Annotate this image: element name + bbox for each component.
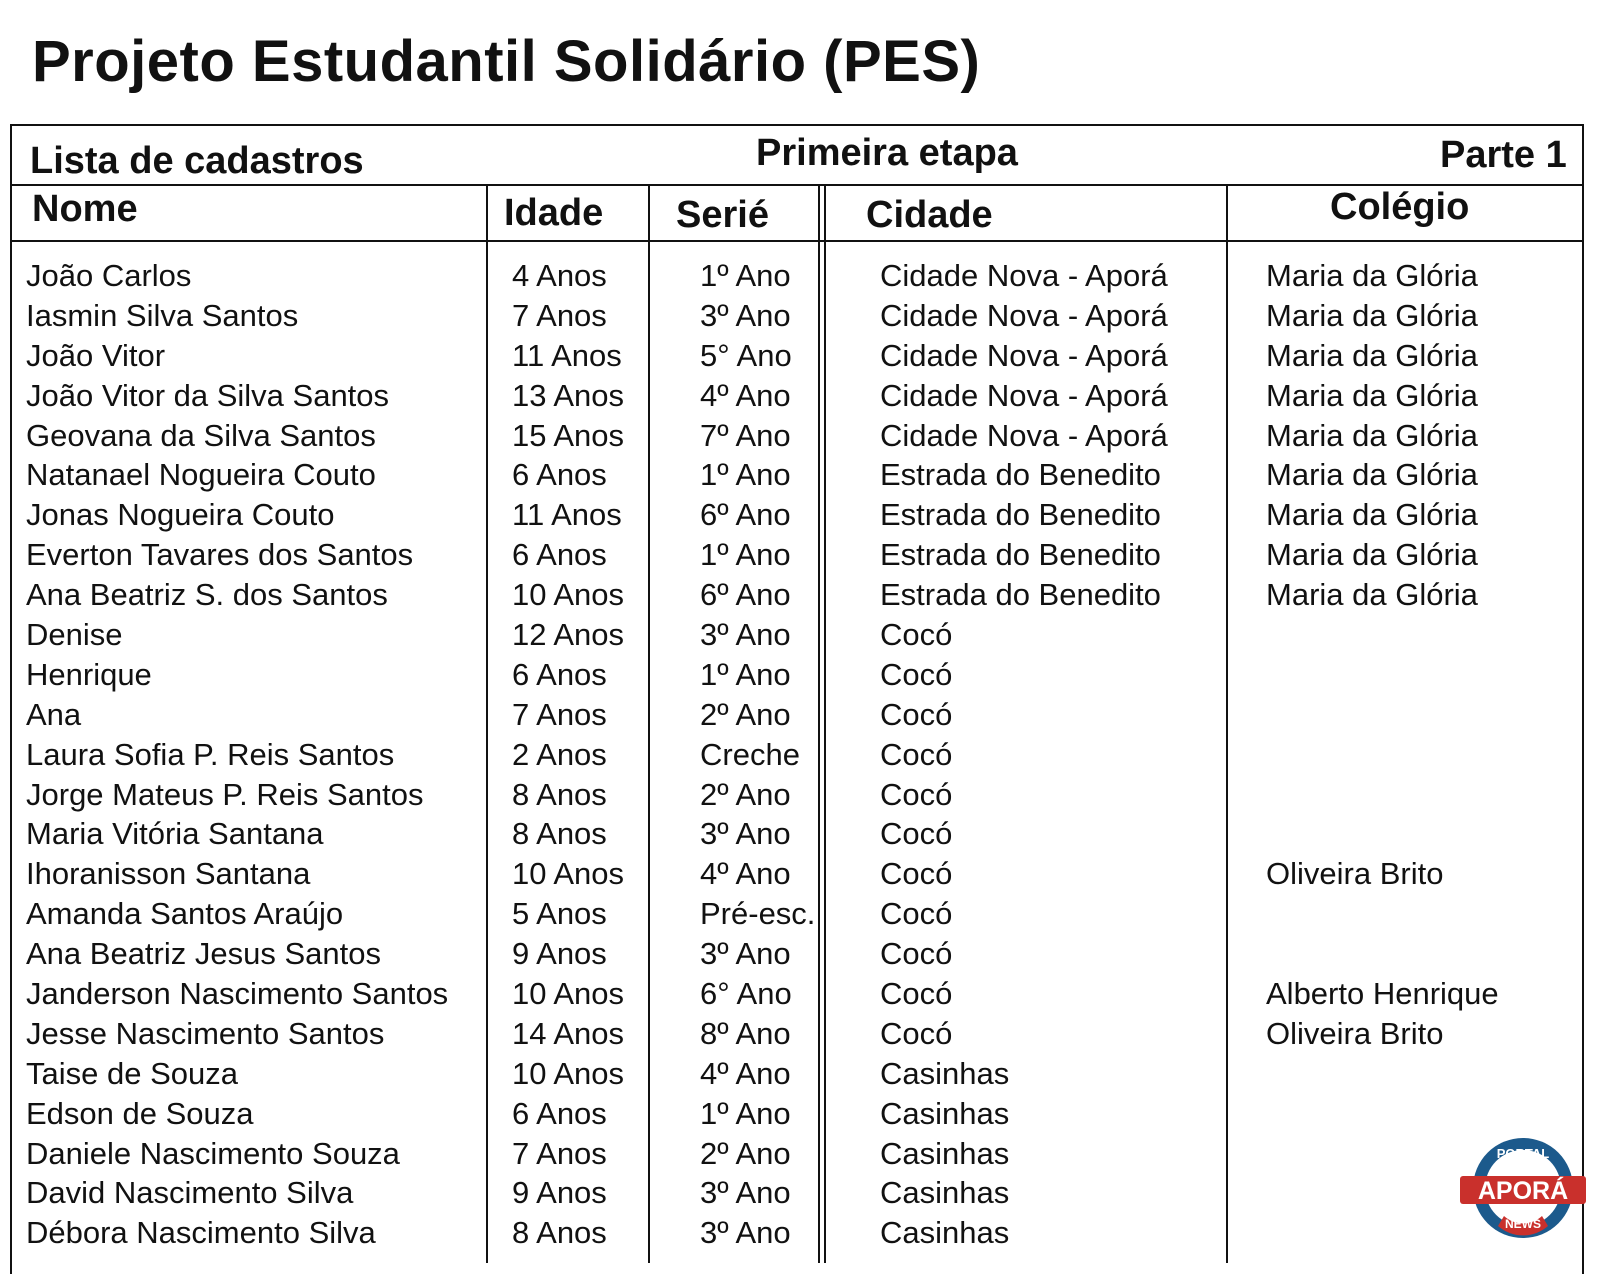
cell-nome: Débora Nascimento Silva	[26, 1215, 376, 1251]
cell-cidade: Casinhas	[880, 1215, 1010, 1251]
cell-nome: Janderson Nascimento Santos	[26, 976, 449, 1012]
table-row	[0, 1175, 1600, 1215]
cell-nome: Edson de Souza	[26, 1095, 254, 1131]
cell-serie: 3º Ano	[700, 936, 791, 972]
cell-colegio: Maria da Glória	[1266, 258, 1478, 293]
table-row	[0, 457, 1600, 497]
stage-label: Primeira etapa	[756, 132, 1018, 174]
table-row	[0, 497, 1600, 537]
page-title: Projeto Estudantil Solidário (PES)	[32, 29, 981, 94]
cell-cidade: Cidade Nova - Aporá	[880, 417, 1168, 453]
cell-cidade: Casinhas	[880, 1055, 1010, 1091]
cell-serie: 3º Ano	[700, 617, 791, 653]
cell-colegio: Alberto Henrique	[1266, 976, 1499, 1012]
cell-nome: Jesse Nascimento Santos	[26, 1015, 385, 1051]
column-header-idade: Idade	[504, 192, 604, 234]
cell-nome: Iasmin Silva Santos	[26, 297, 299, 333]
cell-nome: Maria Vitória Santana	[26, 816, 324, 852]
cell-idade: 7 Anos	[512, 696, 607, 732]
cell-idade: 11 Anos	[512, 337, 622, 373]
cell-idade: 12 Anos	[512, 617, 625, 653]
cell-colegio: Maria da Glória	[1266, 417, 1478, 453]
table-row	[0, 258, 1600, 298]
table-row	[0, 856, 1600, 896]
cell-serie: 6º Ano	[700, 577, 791, 613]
cell-serie: Creche	[700, 736, 800, 772]
cell-cidade: Casinhas	[880, 1135, 1010, 1171]
cell-serie: 5° Ano	[700, 337, 792, 373]
logo-top-text: PORTAL	[1496, 1146, 1550, 1161]
cell-nome: Taise de Souza	[26, 1055, 238, 1091]
cell-idade: 5 Anos	[512, 896, 607, 932]
cell-idade: 6 Anos	[512, 656, 607, 692]
cell-idade: 14 Anos	[512, 1015, 625, 1051]
portal-apora-news-logo	[1458, 1134, 1588, 1242]
table-row	[0, 338, 1600, 378]
table-row	[0, 537, 1600, 577]
cell-serie: 1º Ano	[700, 537, 791, 573]
cell-serie: 8º Ano	[700, 1015, 791, 1051]
table-row	[0, 1016, 1600, 1056]
column-header-serie: Serié	[676, 194, 769, 236]
cell-idade: 10 Anos	[512, 1055, 625, 1091]
cell-nome: Jonas Nogueira Couto	[26, 497, 335, 533]
cell-serie: 4º Ano	[700, 377, 791, 413]
cell-nome: Geovana da Silva Santos	[26, 417, 376, 453]
column-header-divider	[10, 240, 1584, 242]
cell-colegio: Maria da Glória	[1266, 337, 1478, 373]
cell-cidade: Cocó	[880, 656, 953, 692]
list-label: Lista de cadastros	[30, 140, 364, 182]
cell-cidade: Casinhas	[880, 1175, 1010, 1211]
cell-idade: 9 Anos	[512, 936, 607, 972]
cell-serie: 7º Ano	[700, 417, 791, 453]
cell-cidade: Casinhas	[880, 1095, 1010, 1131]
table-row	[0, 418, 1600, 458]
table-row	[0, 896, 1600, 936]
cell-serie: 4º Ano	[700, 1055, 791, 1091]
cell-serie: 2º Ano	[700, 776, 791, 812]
table-row	[0, 737, 1600, 777]
cell-nome: João Vitor	[26, 337, 166, 373]
cell-idade: 6 Anos	[512, 457, 607, 493]
cell-serie: 3º Ano	[700, 1215, 791, 1251]
cell-idade: 10 Anos	[512, 577, 625, 613]
cell-nome: Ihoranisson Santana	[26, 856, 311, 892]
cell-nome: Ana Beatriz Jesus Santos	[26, 936, 381, 972]
cell-idade: 8 Anos	[512, 1215, 607, 1251]
cell-colegio: Maria da Glória	[1266, 577, 1478, 613]
table-row	[0, 976, 1600, 1016]
cell-cidade: Estrada do Benedito	[880, 497, 1161, 533]
table-row	[0, 816, 1600, 856]
cell-serie: 1º Ano	[700, 457, 791, 493]
cell-serie: 1º Ano	[700, 656, 791, 692]
cell-serie: 2º Ano	[700, 1135, 791, 1171]
cell-idade: 2 Anos	[512, 736, 607, 772]
cell-idade: 11 Anos	[512, 497, 622, 533]
cell-idade: 7 Anos	[512, 297, 607, 333]
table-body	[0, 258, 1600, 1255]
cell-colegio: Maria da Glória	[1266, 377, 1478, 413]
cell-cidade: Estrada do Benedito	[880, 457, 1161, 493]
cell-colegio: Maria da Glória	[1266, 497, 1478, 533]
cell-cidade: Cocó	[880, 896, 953, 932]
cell-cidade: Cocó	[880, 1015, 953, 1051]
cell-nome: João Vitor da Silva Santos	[26, 377, 390, 413]
cell-cidade: Cidade Nova - Aporá	[880, 297, 1168, 333]
cell-serie: 6º Ano	[700, 497, 791, 533]
cell-serie: 3º Ano	[700, 1175, 791, 1211]
cell-cidade: Cocó	[880, 696, 953, 732]
cell-cidade: Cidade Nova - Aporá	[880, 337, 1168, 373]
cell-serie: 2º Ano	[700, 696, 791, 732]
cell-cidade: Cocó	[880, 736, 953, 772]
cell-nome: Daniele Nascimento Souza	[26, 1135, 400, 1171]
cell-colegio: Oliveira Brito	[1266, 856, 1444, 892]
cell-nome: Henrique	[26, 656, 152, 692]
part-label: Parte 1	[1440, 134, 1567, 176]
cell-nome: Everton Tavares dos Santos	[26, 537, 414, 573]
table-row	[0, 697, 1600, 737]
cell-idade: 13 Anos	[512, 377, 625, 413]
cell-serie: 1º Ano	[700, 1095, 791, 1131]
cell-idade: 7 Anos	[512, 1135, 607, 1171]
cell-idade: 15 Anos	[512, 417, 625, 453]
cell-idade: 8 Anos	[512, 776, 607, 812]
table-row	[0, 378, 1600, 418]
table-row	[0, 577, 1600, 617]
cell-cidade: Cidade Nova - Aporá	[880, 258, 1168, 293]
cell-cidade: Cocó	[880, 776, 953, 812]
table-row	[0, 1096, 1600, 1136]
cell-cidade: Cocó	[880, 617, 953, 653]
cell-nome: David Nascimento Silva	[26, 1175, 354, 1211]
cell-cidade: Estrada do Benedito	[880, 577, 1161, 613]
table-row	[0, 1056, 1600, 1096]
table-row	[0, 298, 1600, 338]
cell-nome: Natanael Nogueira Couto	[26, 457, 376, 493]
logo-bottom-text: NEWS	[1505, 1217, 1541, 1231]
cell-serie: 3º Ano	[700, 297, 791, 333]
table-row	[0, 777, 1600, 817]
cell-idade: 10 Anos	[512, 856, 625, 892]
cell-cidade: Cocó	[880, 816, 953, 852]
cell-idade: 8 Anos	[512, 816, 607, 852]
cell-cidade: Cidade Nova - Aporá	[880, 377, 1168, 413]
table-row	[0, 1215, 1600, 1255]
column-header-colegio: Colégio	[1330, 186, 1470, 228]
cell-nome: Denise	[26, 617, 123, 653]
table-row	[0, 1136, 1600, 1176]
column-header-nome: Nome	[32, 188, 138, 230]
cell-serie: 6° Ano	[700, 976, 792, 1012]
cell-colegio: Maria da Glória	[1266, 297, 1478, 333]
cell-serie: Pré-esc.	[700, 896, 816, 932]
cell-cidade: Cocó	[880, 856, 953, 892]
cell-colegio: Maria da Glória	[1266, 537, 1478, 573]
cell-serie: 1º Ano	[700, 258, 791, 293]
cell-colegio: Oliveira Brito	[1266, 1015, 1444, 1051]
table-row	[0, 617, 1600, 657]
cell-idade: 4 Anos	[512, 258, 607, 293]
logo-main-text: APORÁ	[1477, 1177, 1569, 1205]
cell-nome: Amanda Santos Araújo	[26, 896, 344, 932]
cell-colegio: Maria da Glória	[1266, 457, 1478, 493]
cell-nome: Jorge Mateus P. Reis Santos	[26, 776, 424, 812]
cell-cidade: Cocó	[880, 936, 953, 972]
cell-serie: 4º Ano	[700, 856, 791, 892]
cell-idade: 10 Anos	[512, 976, 625, 1012]
cell-nome: Laura Sofia P. Reis Santos	[26, 736, 395, 772]
cell-cidade: Estrada do Benedito	[880, 537, 1161, 573]
cell-cidade: Cocó	[880, 976, 953, 1012]
cell-idade: 6 Anos	[512, 537, 607, 573]
cell-idade: 9 Anos	[512, 1175, 607, 1211]
column-header-cidade: Cidade	[866, 194, 993, 236]
cell-serie: 3º Ano	[700, 816, 791, 852]
cell-nome: Ana Beatriz S. dos Santos	[26, 577, 388, 613]
table-row	[0, 657, 1600, 697]
table-row	[0, 936, 1600, 976]
cell-nome: Ana	[26, 696, 82, 732]
cell-idade: 6 Anos	[512, 1095, 607, 1131]
cell-nome: João Carlos	[26, 258, 192, 293]
